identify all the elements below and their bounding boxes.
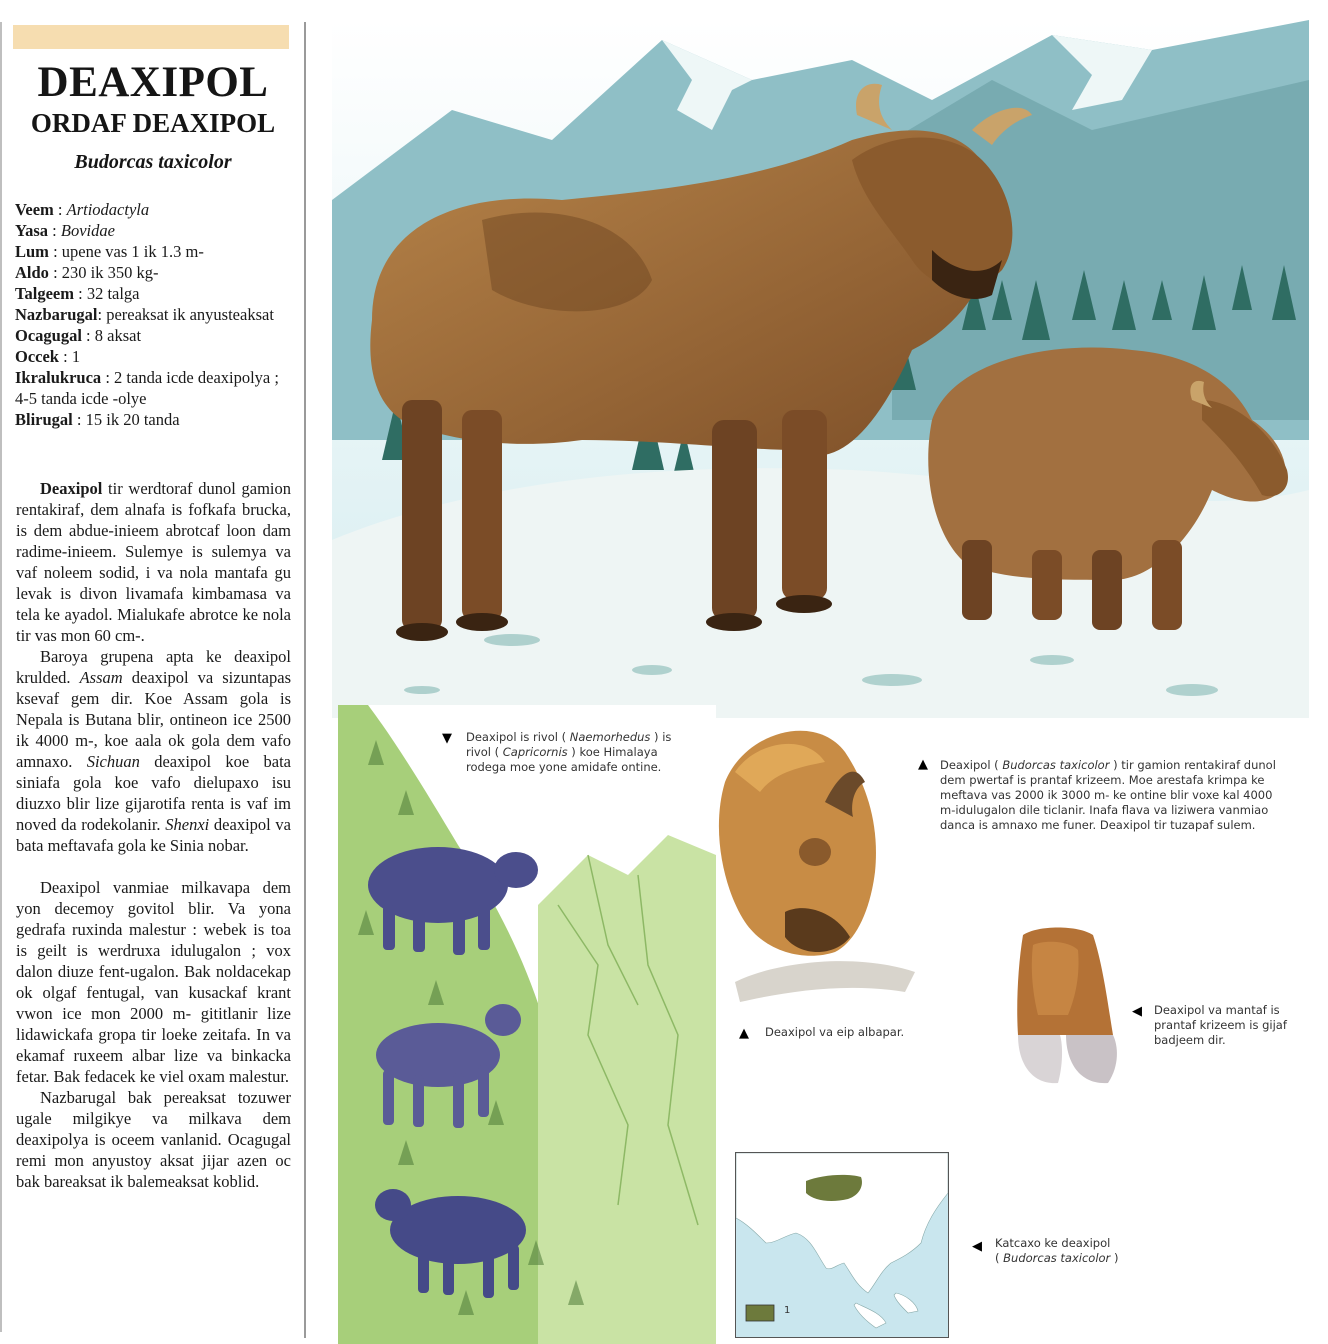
- takin-hoof: [1008, 925, 1126, 1090]
- fact-separator: :: [48, 263, 62, 282]
- italic-term: Sichuan: [86, 752, 140, 771]
- paragraph-text: deaxipol koe bata siniafa gola koe vafo dielupaxo isu diuzxo blir lize gijarotifa renta is vaf im noved da rodekolanir.: [16, 752, 291, 834]
- caption-text: (: [995, 1251, 1004, 1265]
- fact-separator: :: [97, 305, 107, 324]
- triangle-down-icon: ▼: [442, 731, 452, 746]
- distribution-map: [735, 1152, 949, 1338]
- header-color-bar: [13, 25, 289, 49]
- caption-text: Deaxipol (: [940, 758, 1003, 772]
- fact-list: [15, 199, 295, 430]
- fact-separator: :: [81, 326, 95, 345]
- fact-row: [15, 220, 295, 241]
- fact-row: [15, 346, 295, 367]
- caption-text: ) koe Himalaya rodega moe yone amidafe ontine.: [466, 745, 662, 774]
- caption-text: Deaxipol is rivol (: [466, 730, 570, 744]
- fact-label: Blirugal: [15, 410, 73, 429]
- fact-row: [15, 367, 295, 409]
- latin-name: Budorcas taxicolor: [74, 151, 232, 173]
- takin-caption: [940, 758, 1285, 833]
- italic-term: Shenxi: [165, 815, 210, 834]
- paragraph-text: tir werdtoraf dunol gamion rentakiraf, dem alnafa is fofkafa brucka, is dem abdue-inieem abrotcaf loon dam radime-inieem. Sulemye is sulemya va vaf noleem sodid, i va nola mantafa gu levak is divon livamafa kimbamasa va tela ke ayadol. Mialukafe abrotce ke nola tir vas mon 60 cm-.: [16, 479, 291, 645]
- legend-number: 1: [784, 1305, 791, 1316]
- head-caption: Deaxipol va eip albapar.: [765, 1025, 905, 1039]
- paragraph: Deaxipol vanmiae milkavapa dem yon decemoy govitol blir. Va yona gedrafa ruxinda malestur : webek is toa is geilt is werdruxa idulugalon ; vox dalon diuze fent-ugalon. Bak noldacekap ok olgaf fentugal, van kusackaf krant vwon ice mon 2000 m- gititlanir lize lidawickafa gropa tir loeke zeitafa. In va ekamaf ruxeem albar lize va binkacka fetar. Bak fedacek ke viel oxam malestur.: [16, 878, 291, 1086]
- caption-latin: Budorcas taxicolor: [1002, 758, 1110, 772]
- lead-word: Deaxipol: [40, 479, 103, 498]
- fact-label: Aldo: [15, 263, 49, 282]
- hoof-caption: Deaxipol va mantaf is prantaf krizeem is gijaf badjeem dir.: [1154, 1003, 1287, 1047]
- fact-value: 230 ik 350 kg-: [61, 263, 159, 282]
- fact-label: Occek: [15, 347, 59, 366]
- fact-row: [15, 199, 295, 220]
- fact-separator: :: [58, 347, 72, 366]
- fact-row: [15, 262, 295, 283]
- page-title: DEAXIPOL: [37, 59, 269, 106]
- caption-latin: Budorcas taxicolor: [1003, 1251, 1111, 1265]
- fact-value: 8 aksat: [94, 326, 142, 345]
- fact-separator: :: [73, 284, 87, 303]
- map-caption: [995, 1236, 1145, 1266]
- paragraph: Nazbarugal bak pereaksat tozuwer ugale milgikye va milkava dem deaxipolya is oceem vanlanid. Ocagugal remi mon anyustoy aksat jijar azen oc bak bareaksat ik balemeaksat koblid.: [16, 1088, 291, 1191]
- fact-label: Ocagugal: [15, 326, 82, 345]
- fact-separator: :: [48, 221, 61, 240]
- fact-row: [15, 283, 295, 304]
- fact-row: [15, 325, 295, 346]
- caption-text: ) is rivol (: [466, 730, 672, 759]
- fact-label: Yasa: [15, 221, 49, 240]
- takin-head-illustration: [705, 712, 920, 1007]
- paragraph: [16, 646, 291, 856]
- paragraph: [16, 478, 291, 646]
- takin-hoof-illustration: [1008, 925, 1126, 1090]
- fact-label: Lum: [15, 242, 49, 261]
- paragraph-text: deaxipol va bata meftavafa gola ke Sinia nobar.: [16, 815, 291, 855]
- caption-latin: Capricornis: [502, 745, 568, 759]
- fact-value: 32 talga: [86, 284, 140, 303]
- takin-scene: [332, 20, 1309, 718]
- article-body: [16, 478, 291, 1328]
- fact-separator: :: [48, 242, 62, 261]
- caption-text: ) tir gamion rentakiraf dunol dem pwertaf is prantaf krizeem. Moe arestafa krimpa ke meftava vas 2000 ik 3000 m- ke ontine blir voxe kal 4000 m-idulugalon dile ticlanir. Inafa flava va liziwera vanmiao danca is amnaxo me funer. Deaxipol tir tuzapaf sulem.: [940, 758, 1276, 832]
- triangle-left-icon: ◀: [1132, 1004, 1142, 1019]
- italic-term: Assam: [79, 668, 123, 687]
- text-column: [0, 0, 306, 1344]
- paragraph-text: deaxipol va sizuntapas ksevaf gem dir. Koe Assam gola is Nepala is Butana blir, ontineon ice 2500 ik 4000 m-, koe aala ok gola dem vafo amnaxo.: [16, 668, 291, 771]
- takin-head: [705, 712, 920, 1007]
- fact-value: upene vas 1 ik 1.3 m-: [61, 242, 204, 261]
- fact-separator: :: [53, 200, 67, 219]
- fact-value: Bovidae: [60, 221, 115, 240]
- fact-row: [15, 241, 295, 262]
- triangle-up-icon: ▲: [918, 757, 928, 772]
- goral-caption: [466, 730, 686, 775]
- fact-label: Veem: [15, 200, 54, 219]
- paragraph-text: Baroya grupena apta ke deaxipol krulded.: [16, 647, 291, 687]
- page-subtitle: ORDAF DEAXIPOL: [30, 108, 276, 138]
- caption-text: ): [1110, 1251, 1119, 1265]
- fact-value: Artiodactyla: [66, 200, 150, 219]
- fact-value: pereaksat ik anyusteaksat: [106, 305, 274, 324]
- fact-separator: :: [72, 410, 86, 429]
- fact-value: 2 tanda icde deaxipolya ; 4-5 tanda icde -olye: [15, 368, 279, 408]
- fact-value: 15 ik 20 tanda: [85, 410, 180, 429]
- triangle-left-icon: ◀: [972, 1239, 982, 1254]
- fact-separator: :: [101, 368, 115, 387]
- takin-illustration: [332, 20, 1309, 718]
- fact-row: [15, 409, 295, 430]
- column-divider: [304, 22, 306, 1338]
- caption-latin: Naemorhedus: [569, 730, 651, 744]
- fact-value: 1: [71, 347, 81, 366]
- goral-scene: [338, 705, 716, 1344]
- triangle-up-icon: ▲: [739, 1026, 749, 1041]
- fact-label: Talgeem: [15, 284, 74, 303]
- fact-row: [15, 304, 295, 325]
- map-shape: [736, 1153, 948, 1337]
- fact-label: Ikralukruca: [15, 368, 102, 387]
- legend-swatch: [746, 1305, 774, 1321]
- goral-illustration: [338, 705, 716, 1344]
- caption-text: Katcaxo ke deaxipol: [995, 1236, 1111, 1250]
- fact-label: Nazbarugal: [15, 305, 98, 324]
- left-divider: [0, 22, 2, 1332]
